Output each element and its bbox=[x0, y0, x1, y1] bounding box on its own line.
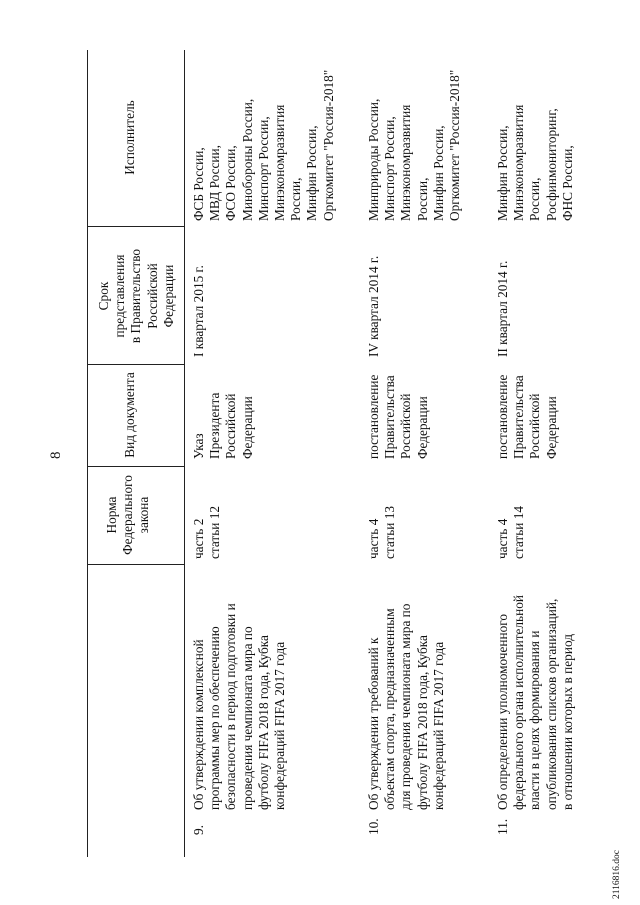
row-9-norm: часть 2 статьи 12 bbox=[191, 505, 223, 559]
row-11-executor: Минфин России, Минэкономразвития России, Росфинмониторинг, ФНС России, bbox=[495, 104, 575, 221]
row-11-num: 11. bbox=[495, 818, 510, 835]
row-10-norm: часть 4 статьи 13 bbox=[366, 505, 398, 559]
page-number: 8 bbox=[48, 451, 64, 459]
row-10-num: 10. bbox=[366, 818, 381, 835]
row-9-doc-type: Указ Президента Российской Федерации bbox=[191, 392, 255, 459]
header-deadline: Срок представления в Правительство Российской Федерации bbox=[96, 248, 176, 344]
row-9-executor: ФСБ России, МВД России, ФСО России, Минобороны России, Минспорт России, Минэкономразвития России, Минфин России, Оргкомитет "Россия-2018" bbox=[191, 69, 336, 221]
row-10-subject: Об утверждении требований к объектам спорта, предназначенным для проведения чемпионата мира по футболу FIFA 2018 года, Кубка конфедераций FIFA 2017 года bbox=[366, 603, 446, 810]
row-9-subject: Об утверждении комплексной программы мер по обеспечению безопасности в период подготовки и проведения чемпионата мира по футболу FIFA 2018 года, Кубка конфедераций FIFA 2017 года bbox=[191, 603, 288, 810]
row-9-deadline: I квартал 2015 г. bbox=[191, 265, 206, 357]
row-11-doc-type: постановление Правительства Российской Федерации bbox=[495, 374, 559, 459]
document-filename: 2116816.doc bbox=[612, 850, 622, 899]
row-9-num: 9. bbox=[191, 825, 206, 835]
row-10-deadline: IV квартал 2014 г. bbox=[366, 255, 381, 357]
row-11-subject: Об определении уполномоченного федерального органа исполнительной власти в целях формирования и опубликования списков организаций, в отношении которых в период bbox=[495, 595, 575, 810]
row-10-doc-type: постановление Правительства Российской Федерации bbox=[366, 374, 430, 459]
column-divider-1 bbox=[87, 564, 185, 565]
header-executor: Исполнитель bbox=[122, 100, 137, 175]
table-top-border bbox=[87, 50, 88, 857]
header-norm: Норма Федерального закона bbox=[104, 475, 152, 555]
table-header-border bbox=[184, 50, 185, 857]
header-doc-type: Вид документа bbox=[122, 372, 137, 458]
column-divider-2 bbox=[87, 466, 185, 467]
row-11-norm: часть 4 статьи 14 bbox=[495, 505, 527, 559]
row-10-executor: Минприроды России, Минспорт России, Минэкономразвития России, Минфин России, Оргкомитет "Россия-2018" bbox=[366, 69, 463, 221]
row-11-deadline: II квартал 2014 г. bbox=[495, 260, 510, 357]
